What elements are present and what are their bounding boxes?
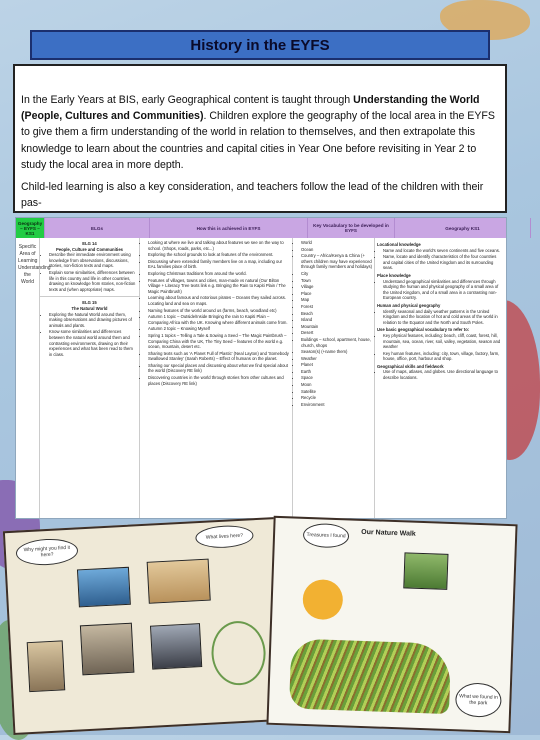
elg-subtitle: The Natural World (71, 305, 108, 311)
vocab-item: • Village (301, 284, 372, 290)
speech-bubble: Treasures I found (303, 523, 350, 549)
elg-14 (40, 238, 139, 297)
photo-building-2 (27, 640, 66, 692)
ks1-list (377, 369, 504, 380)
vocab-item: • Country – Africa/Kenya & China (+ others children may have experienced through family members and holidays) (301, 253, 372, 270)
drawing-grass (289, 638, 451, 714)
table-header (16, 218, 506, 238)
ks1-item: • Use of maps, atlases, and globes. Use directional language to describe locations. (383, 369, 504, 380)
vocab-list (295, 240, 372, 407)
ks1-list (377, 333, 504, 362)
nature-walk-heading: Our Nature Walk (361, 528, 416, 538)
elg-list (43, 312, 136, 358)
photo-leaves (403, 552, 448, 590)
vocab-column (293, 238, 375, 518)
elg-item: • Exploring the Natural World around them, making observations and drawing pictures of animals and plants. (49, 312, 136, 329)
nature-walk-photo (266, 516, 517, 733)
elg-15 (40, 297, 139, 361)
speech-bubble: What we found in the park (455, 682, 502, 718)
ks1-heading: Use basic geographical vocabulary to refer to: (377, 327, 470, 333)
vocab-item: • Map (301, 297, 372, 303)
workbook-photo-left (3, 517, 287, 735)
header-geography: Geography – EYFS – KS1 (16, 218, 45, 238)
intro-paragraph-2: Child-led learning is also a key consideration, and teachers follow the lead of the children with their pas- (21, 181, 484, 210)
ks1-heading: Geographical skills and fieldwork (377, 363, 444, 369)
ks1-list (377, 309, 504, 326)
ks1-heading: Place knowledge (377, 272, 411, 278)
ks1-item: • Understand geographical similarities and differences through studying the human and physical geography of a small area of the United Kingdom, and of a small area in a contrasting non-European country. (383, 279, 504, 301)
how-item: • Exploring Christmas traditions from around the world. (148, 271, 290, 277)
title-bar (30, 30, 490, 60)
header-how: How this is achieved in EYFS (150, 218, 308, 238)
drawing-scribble (210, 620, 267, 687)
intro-text: In the Early Years at BIS, early Geographical content is taught through (21, 94, 354, 106)
how-item: • Features of villages, towns and cities, man-made vs natural (Our Bilton Village + Literacy Tree texts link e.g. Bringing the Rain to Kapiti Plain / The Magic Paintbrush) (148, 278, 290, 295)
how-item: • Discovering countries in the world through stories from other cultures and places (Discovery RE link) (148, 375, 290, 386)
vocab-item: • Moon (301, 382, 372, 388)
how-item: • Exploring the school grounds to look at features of the environment. (148, 252, 290, 258)
speech-bubble: Why might you find it here? (15, 537, 78, 566)
vocab-item: • Weather (301, 356, 372, 362)
intro-bold: Understanding the World (People, Cultures and Communities) (21, 94, 480, 123)
vocab-item: • Mountain (301, 324, 372, 330)
curriculum-table (16, 218, 506, 518)
vocab-item: • Earth (301, 369, 372, 375)
ks1-item: • Key human features, including: city, town, village, factory, farm, house, office, port, harbour and shop. (383, 351, 504, 362)
ks1-list (377, 248, 504, 271)
vocab-item: • Desert (301, 330, 372, 336)
how-item: • Learning about famous and notorious pirates – Oceans they sailed across. Locating land and sea on maps. (148, 295, 290, 306)
elg-item: • Explain some similarities, differences between life in this country and life in other countries, drawing on knowledge from stories, non-fiction texts and (when appropriate) maps. (49, 270, 136, 292)
intro-text-after: . Children explore the geography of the local area in the EYFS to give them a firm understanding of the world in relation to themselves, and then extrapolate this knowledge to learn about the countries and capital cities in Year One before revisiting in Year 2 to study the local area in more depth. (21, 110, 495, 171)
vocab-item: • Town (301, 278, 372, 284)
vocab-item: • Recycle (301, 395, 372, 401)
drawing-sun (302, 579, 343, 620)
photo-sea (77, 567, 131, 608)
ks1-item: • Key physical features, including: beach, cliff, coast, forest, hill, mountain, sea, ocean, river, soil, valley, vegetation, season and weather (383, 333, 504, 350)
ks1-column (375, 238, 506, 518)
page-title: History in the EYFS (190, 36, 330, 54)
photo-pyramid (147, 559, 211, 604)
how-item: • Autumn 1 topic – Outside/Inside Bringing the rain to Kapiti Plain – Comparing Africa with the UK. Knowing where different animals come from. (148, 314, 290, 325)
speech-bubble: What lives here? (195, 524, 254, 549)
vocab-item: • Season(s) (+name them) (301, 349, 372, 355)
side-label: Specific Area of Learning Understanding the World (16, 238, 40, 518)
how-item: • Looking at where we live and talking about features we see on the way to school. (Shops, roads, parks, etc...) (148, 240, 290, 251)
how-item: • Sharing texts such as 'A Planet Full of Plastic' (Neal Layton) and 'Somebody Swallowed Stanley' (Sarah Roberts) – Effect of humans on the planet. (148, 351, 290, 362)
how-item: • Naming features of the world around us (farms, beach, woodland etc) (148, 308, 290, 314)
how-item: • Spring 1 topics – Telling a Tale & Sowing a Seed – The Magic Paintbrush – Comparing China with the UK, The Tiny Seed – features of the world e.g. ocean, mountain, desert etc. (148, 333, 290, 350)
vocab-item: • Buildings – school, apartment, house, church, shops (301, 337, 372, 348)
ks1-item: • Name and locate the world's seven continents and five oceans. (383, 248, 504, 254)
how-list (142, 240, 290, 386)
how-column (140, 238, 293, 518)
elg-item: • Describe their immediate environment using knowledge from observations, discussions, stories, non-fiction texts and maps. (49, 252, 136, 269)
elg-column (40, 238, 140, 518)
table-body (16, 238, 506, 518)
intro-paragraph-1 (21, 92, 499, 173)
ks1-heading: Human and physical geography (377, 302, 441, 308)
header-elgs: ELGs (45, 218, 150, 238)
vocab-item: • Island (301, 317, 372, 323)
elg-subtitle: People, Culture and Communities (55, 246, 123, 252)
vocab-item: • Ocean (301, 247, 372, 253)
elg-title: ELG 15 (82, 300, 97, 306)
vocab-item: • Beach (301, 311, 372, 317)
how-item: • Discussing where extended family members live on a map, including our EAL families place of birth. (148, 259, 290, 270)
ks1-item: • Identify seasonal and daily weather patterns in the United Kingdom and the location of hot and cold areas of the world in relation to the Equator and the North and South Poles. (383, 309, 504, 326)
elg-item: • Know some similarities and differences between the natural world around them and contrasting environments, drawing on their experiences and what has been read to them in class. (49, 329, 136, 357)
ks1-heading: Locational knowledge (377, 242, 421, 247)
photo-city (150, 623, 202, 670)
elg-list (43, 252, 136, 292)
elg-title: ELG 14 (82, 241, 97, 246)
how-item: • Sharing our special places and discussing about what we find special about the world (Discovery RE link) (148, 363, 290, 374)
how-item: • Autumn 2 topic – Knowing Myself (148, 326, 290, 332)
ks1-item: • Name, locate and identify characteristics of the four countries and capital cities of the United Kingdom and its surrounding seas. (383, 254, 504, 271)
header-ks1: Geography KS1 (395, 218, 531, 238)
vocab-item: • Planet (301, 362, 372, 368)
ks1-list (377, 279, 504, 301)
vocab-item: • Forest (301, 304, 372, 310)
vocab-item: • City (301, 271, 372, 277)
photo-building (80, 623, 135, 676)
vocab-item: • Space (301, 375, 372, 381)
vocab-item: • World (301, 240, 372, 246)
vocab-item: • Environment (301, 402, 372, 408)
vocab-item: • Satellite (301, 389, 372, 395)
intro-box (13, 64, 507, 213)
header-vocab: Key Vocabulary to be developed in EYFS (308, 218, 395, 238)
vocab-item: • Place (301, 291, 372, 297)
